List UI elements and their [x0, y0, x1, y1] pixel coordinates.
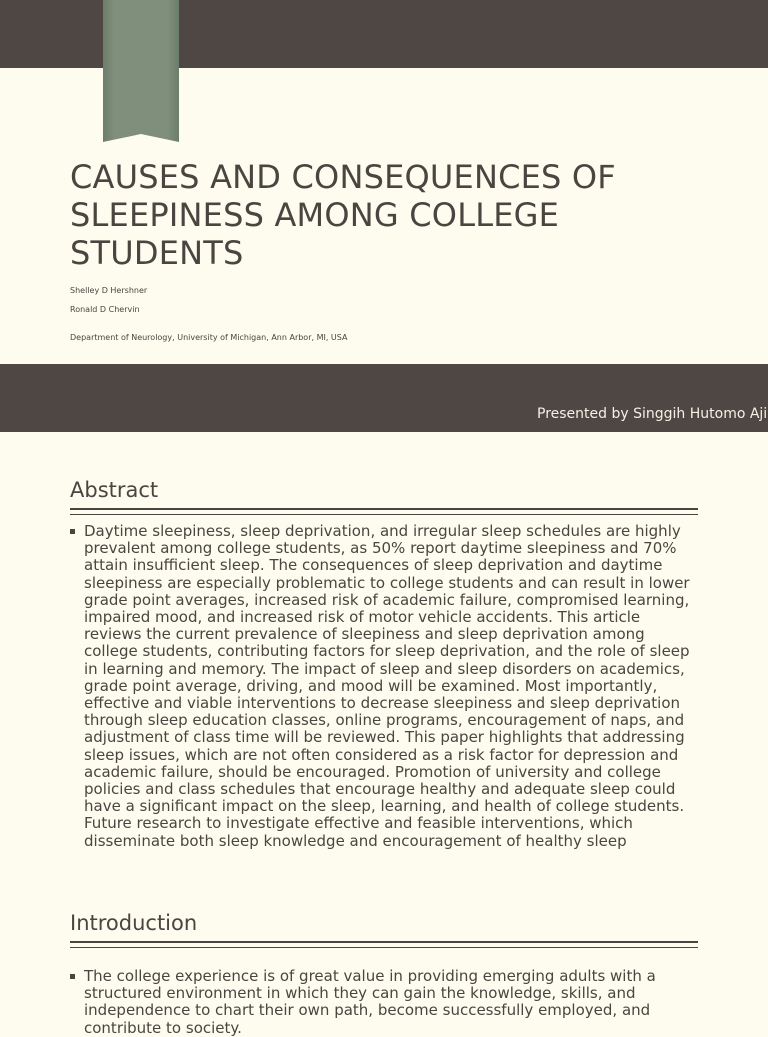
heading-rule [70, 508, 698, 510]
author-affiliation: Department of Neurology, University of Michigan, Ann Arbor, MI, USA [70, 333, 348, 342]
introduction-heading: Introduction [70, 911, 198, 935]
bookmark-ribbon-icon [0, 0, 768, 150]
bullet-square-icon [70, 974, 75, 979]
heading-rule [70, 941, 698, 943]
presenter-banner-bar [0, 364, 768, 432]
abstract-paragraph [70, 523, 700, 864]
abstract-heading: Abstract [70, 478, 159, 502]
author-name: Shelley D Hershner [70, 286, 148, 295]
author-name: Ronald D Chervin [70, 305, 140, 314]
abstract-text: Daytime sleepiness, sleep deprivation, and irregular sleep schedules are highly prevalent among college students, as 50% report daytime sleepiness and 70% attain insufficient sleep. The consequences of sleep deprivation and daytime sleepiness are especially problematic to college students and can result in lower grade point averages, increased risk of academic failure, compromised learning, impaired mood, and increased risk of motor vehicle accidents. This article reviews the current prevalence of sleepiness and sleep deprivation among college students, contributing factors for sleep deprivation, and the role of sleep in learning and memory. The impact of sleep and sleep disorders on academics, grade point average, driving, and mood will be examined. Most importantly, effective and viable interventions to decrease sleepiness and sleep deprivation through sleep education classes, online programs, encouragement of naps, and adjustment of class time will be reviewed. This paper highlights that addressing sleep issues, which are not often considered as a risk factor for depression and academic failure, should be encouraged. Promotion of university and college policies and class schedules that encourage healthy and adequate sleep could have a significant impact on the sleep, learning, and health of college students. Future research to investigate effective and feasible interventions, which disseminate both sleep knowledge and encouragement of healthy sleep [84, 522, 690, 850]
bullet-square-icon [70, 529, 75, 534]
document-title: CAUSES AND CONSEQUENCES OF SLEEPINESS AMONG COLLEGE STUDENTS [70, 158, 616, 272]
presenter-credit: Presented by Singgih Hutomo Aji [537, 406, 768, 422]
heading-rule [70, 514, 698, 515]
introduction-text: The college experience is of great value in providing emerging adults with a structured environment in which they can gain the knowledge, skills, and independence to chart their own path, become successfully employed, and contribute to society. [84, 967, 656, 1037]
heading-rule [70, 947, 698, 948]
introduction-paragraph [70, 967, 700, 1037]
